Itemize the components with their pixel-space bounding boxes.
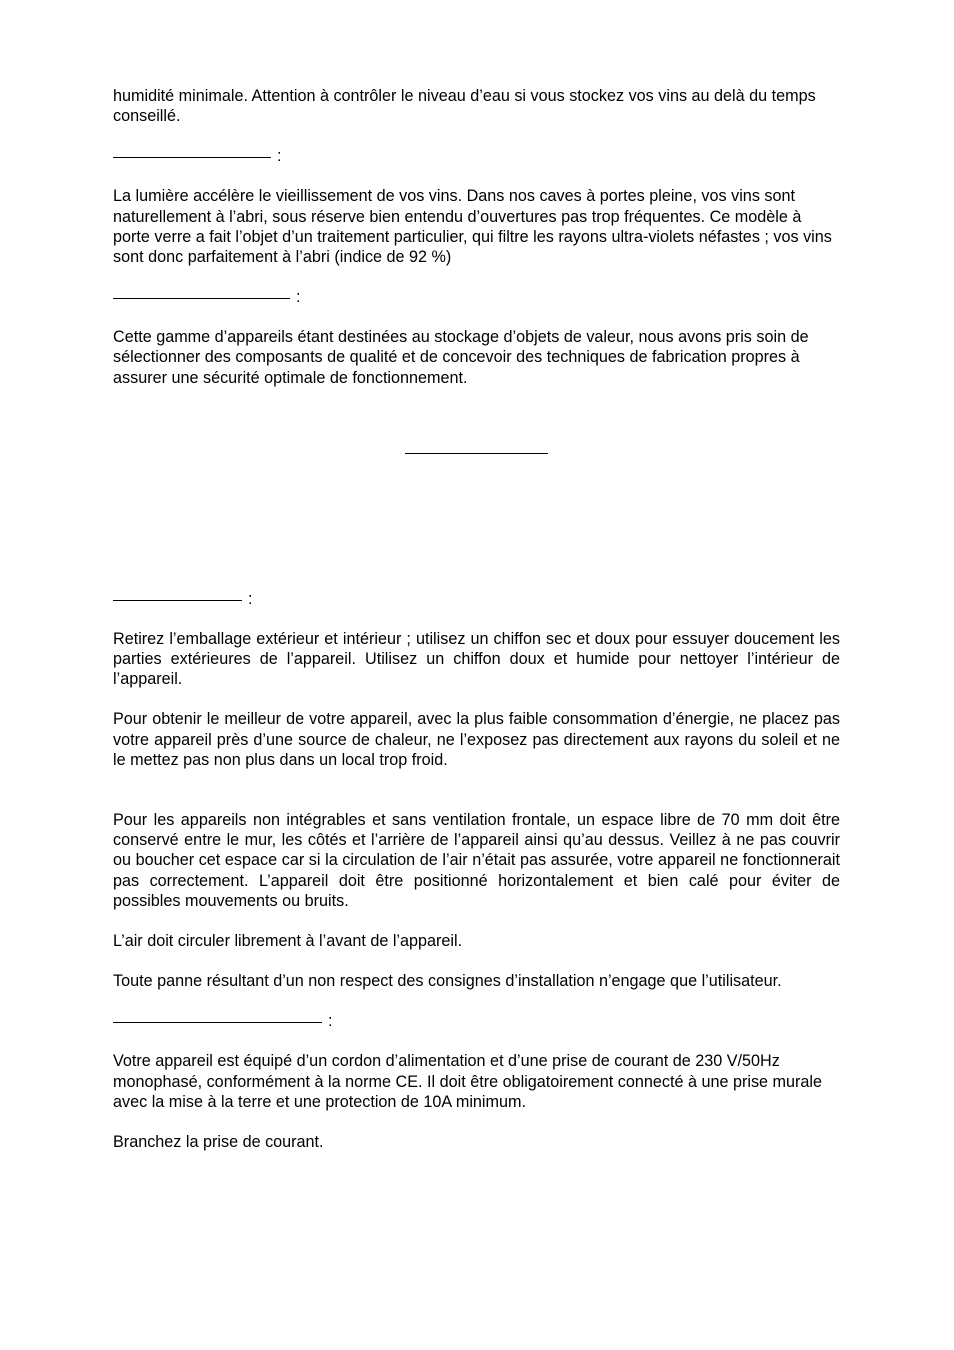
spacer	[113, 529, 840, 589]
section-heading-electrical	[113, 1011, 840, 1031]
paragraph-power-cord: Votre appareil est équipé d’un cordon d’alimentation et d’une prise de courant de 230 V/50Hz monophasé, conformément à la norme CE. Il doit être obligatoirement connecté à une prise murale avec la mise à la terre et une protection de 10A minimum.	[113, 1052, 823, 1111]
paragraph-humidity-end: humidité minimale. Attention à contrôler le niveau d’eau si vous stockez vos vins au delà du temps conseillé.	[113, 87, 816, 126]
heading-underline	[113, 1022, 322, 1023]
paragraph-warranty: Toute panne résultant d’un non respect des consignes d’installation n’engage que l’utilisateur.	[113, 972, 782, 991]
heading-colon: :	[328, 1012, 333, 1031]
paragraph-placement: Pour obtenir le meilleur de votre appareil, avec la plus faible consommation d’énergie, ne placez pas votre appareil près d’une source de chaleur, ne l’exposez pas directement aux rayons du soleil et ne le mettez pas non plus dans un local trop froid.	[113, 710, 840, 769]
heading-colon: :	[296, 288, 301, 307]
paragraph-safety: Cette gamme d’appareils étant destinées au stockage d’objets de valeur, nous avons pris soin de sélectionner des composants de qualité et de concevoir des techniques de fabrication propres à assurer une sécurité optimale de fonctionnement.	[113, 328, 809, 387]
section-heading-installation	[113, 589, 840, 609]
section-heading-light	[113, 146, 840, 166]
chapter-title-underline	[405, 453, 548, 454]
heading-underline	[113, 298, 290, 299]
heading-colon: :	[248, 589, 253, 608]
chapter-break	[113, 408, 840, 529]
heading-colon: :	[277, 147, 282, 166]
paragraph-airflow: L’air doit circuler librement à l’avant de l’appareil.	[113, 932, 463, 951]
heading-underline	[113, 600, 242, 601]
document-page	[113, 86, 840, 1172]
section-heading-safety	[113, 287, 840, 307]
paragraph-unpacking: Retirez l’emballage extérieur et intérieur ; utilisez un chiffon sec et doux pour essuyer doucement les parties extérieures de l’appareil. Utilisez un chiffon doux et humide pour nettoyer l’intérieur de l’appareil.	[113, 629, 840, 689]
paragraph-ventilation: Pour les appareils non intégrables et sans ventilation frontale, un espace libre de 70 mm doit être conservé entre le mur, les côtés et l’arrière de l’appareil ainsi qu’au dessus. Veillez à ne pas couvrir ou boucher cet espace car si la circulation de l’air n’était pas assurée, votre appareil ne fonctionnerait pas correctement. L’appareil doit être positionné horizontalement et bien calé pour éviter de possibles mouvements ou bruits.	[113, 811, 840, 910]
paragraph-plug-in: Branchez la prise de courant.	[113, 1133, 324, 1152]
heading-underline	[113, 157, 271, 158]
paragraph-light: La lumière accélère le vieillissement de vos vins. Dans nos caves à portes pleine, vos vins sont naturellement à l’abri, sous réserve bien entendu d’ouvertures pas trop fréquentes. Ce modèle à porte verre a fait l’objet d’un traitement particulier, qui filtre les rayons ultra-violets néfastes ; vos vins sont donc parfaitement à l’abri (indice de 92 %)	[113, 187, 832, 267]
